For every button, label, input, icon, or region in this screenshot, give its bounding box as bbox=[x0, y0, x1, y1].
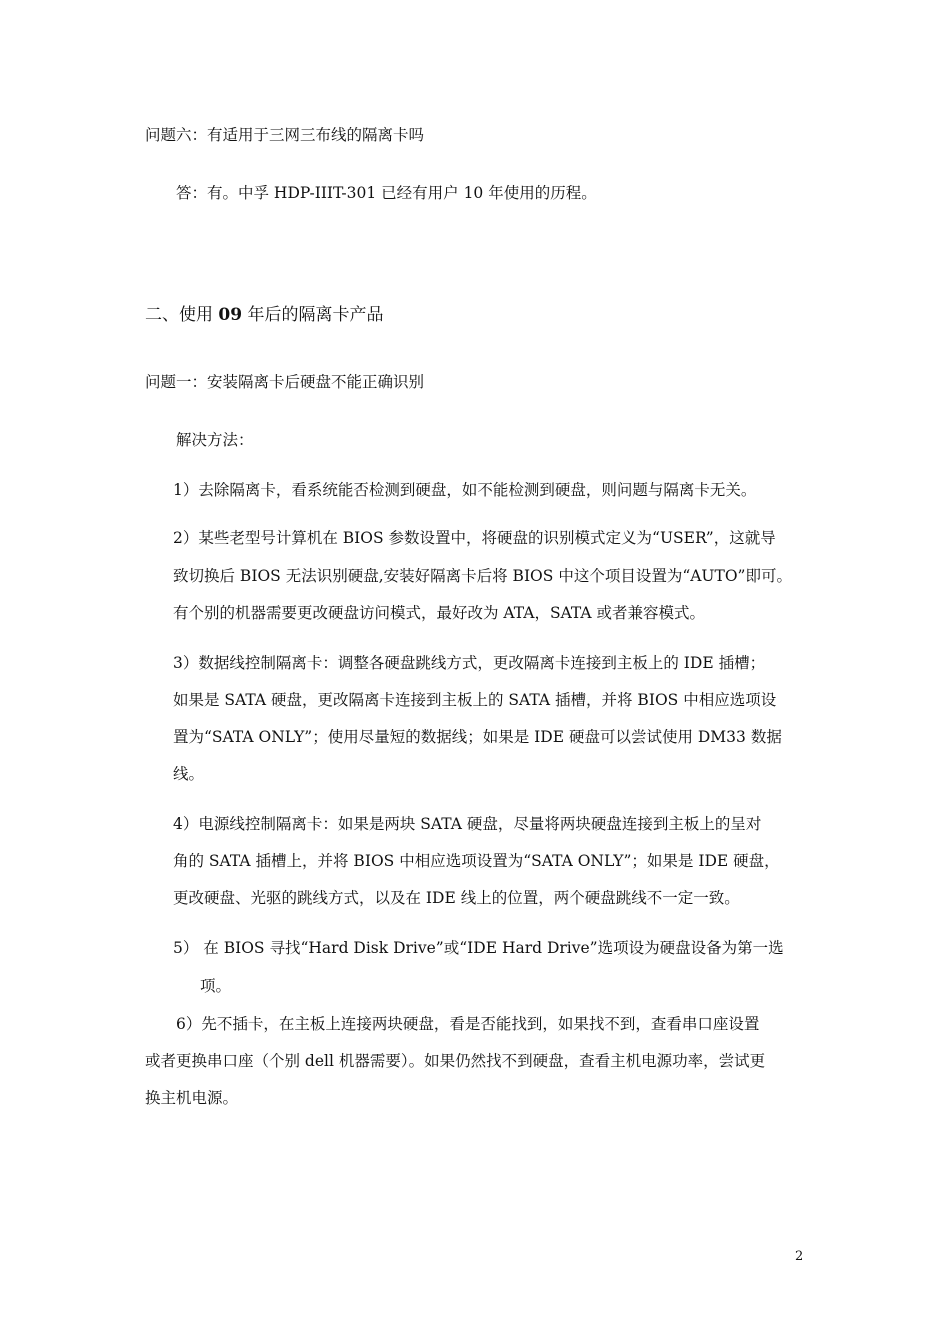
solution-item-2-line-2: 致切换后 BIOS 无法识别硬盘,安装好隔离卡后将 BIOS 中这个项目设置为“AUTO”即可。 bbox=[173, 567, 792, 585]
page-number: 2 bbox=[795, 1249, 804, 1264]
solution-item-3-line-3: 置为“SATA ONLY”；使用尽量短的数据线；如果是 IDE 硬盘可以尝试使用 DM33 数据 bbox=[173, 728, 782, 746]
solution-item-4-line-2: 角的 SATA 插槽上，并将 BIOS 中相应选项设置为“SATA ONLY”；如果是 IDE 硬盘， bbox=[173, 852, 780, 870]
solution-item-2-line-1: 2）某些老型号计算机在 BIOS 参数设置中，将硬盘的识别模式定义为“USER”，这就导 bbox=[173, 529, 776, 547]
solution-item-3-line-2: 如果是 SATA 硬盘，更改隔离卡连接到主板上的 SATA 插槽，并将 BIOS 中相应选项设 bbox=[173, 691, 777, 709]
solution-item-3-line-1: 3）数据线控制隔离卡：调整各硬盘跳线方式，更改隔离卡连接到主板上的 IDE 插槽； bbox=[173, 654, 766, 672]
question-1: 问题一：安装隔离卡后硬盘不能正确识别 bbox=[145, 373, 425, 391]
section-heading-prefix: 二、使用 bbox=[145, 305, 219, 325]
solution-item-4-line-3: 更改硬盘、光驱的跳线方式，以及在 IDE 线上的位置，两个硬盘跳线不一定一致。 bbox=[173, 889, 740, 907]
solution-item-5-line-1: 5） 在 BIOS 寻找“Hard Disk Drive”或“IDE Hard Drive”选项设为硬盘设备为第一选 bbox=[173, 939, 784, 957]
solution-item-3-line-4: 线。 bbox=[173, 765, 205, 783]
solution-item-6-line-1: 6）先不插卡，在主板上连接两块硬盘，看是否能找到，如果找不到，查看串口座设置 bbox=[176, 1015, 760, 1033]
solution-item-1: 1）去除隔离卡，看系统能否检测到硬盘，如不能检测到硬盘，则问题与隔离卡无关。 bbox=[173, 481, 757, 499]
section-heading-year: 09 bbox=[218, 305, 243, 325]
section-heading bbox=[145, 305, 383, 325]
solution-item-2-line-3: 有个别的机器需要更改硬盘访问模式，最好改为 ATA，SATA 或者兼容模式。 bbox=[173, 604, 706, 622]
section-heading-suffix: 年后的隔离卡产品 bbox=[242, 305, 384, 325]
solution-item-4-line-1: 4）电源线控制隔离卡：如果是两块 SATA 硬盘，尽量将两块硬盘连接到主板上的呈对 bbox=[173, 815, 762, 833]
solution-item-6-line-3: 换主机电源。 bbox=[145, 1089, 239, 1107]
solution-item-6-line-2: 或者更换串口座（个别 dell 机器需要）。如果仍然找不到硬盘，查看主机电源功率，尝试更 bbox=[145, 1052, 766, 1070]
answer-6: 答：有。中孚 HDP-IIIT-301 已经有用户 10 年使用的历程。 bbox=[176, 184, 597, 202]
solution-label: 解决方法： bbox=[176, 431, 254, 449]
question-6: 问题六：有适用于三网三布线的隔离卡吗 bbox=[145, 126, 425, 144]
solution-item-5-line-2: 项。 bbox=[200, 977, 232, 995]
